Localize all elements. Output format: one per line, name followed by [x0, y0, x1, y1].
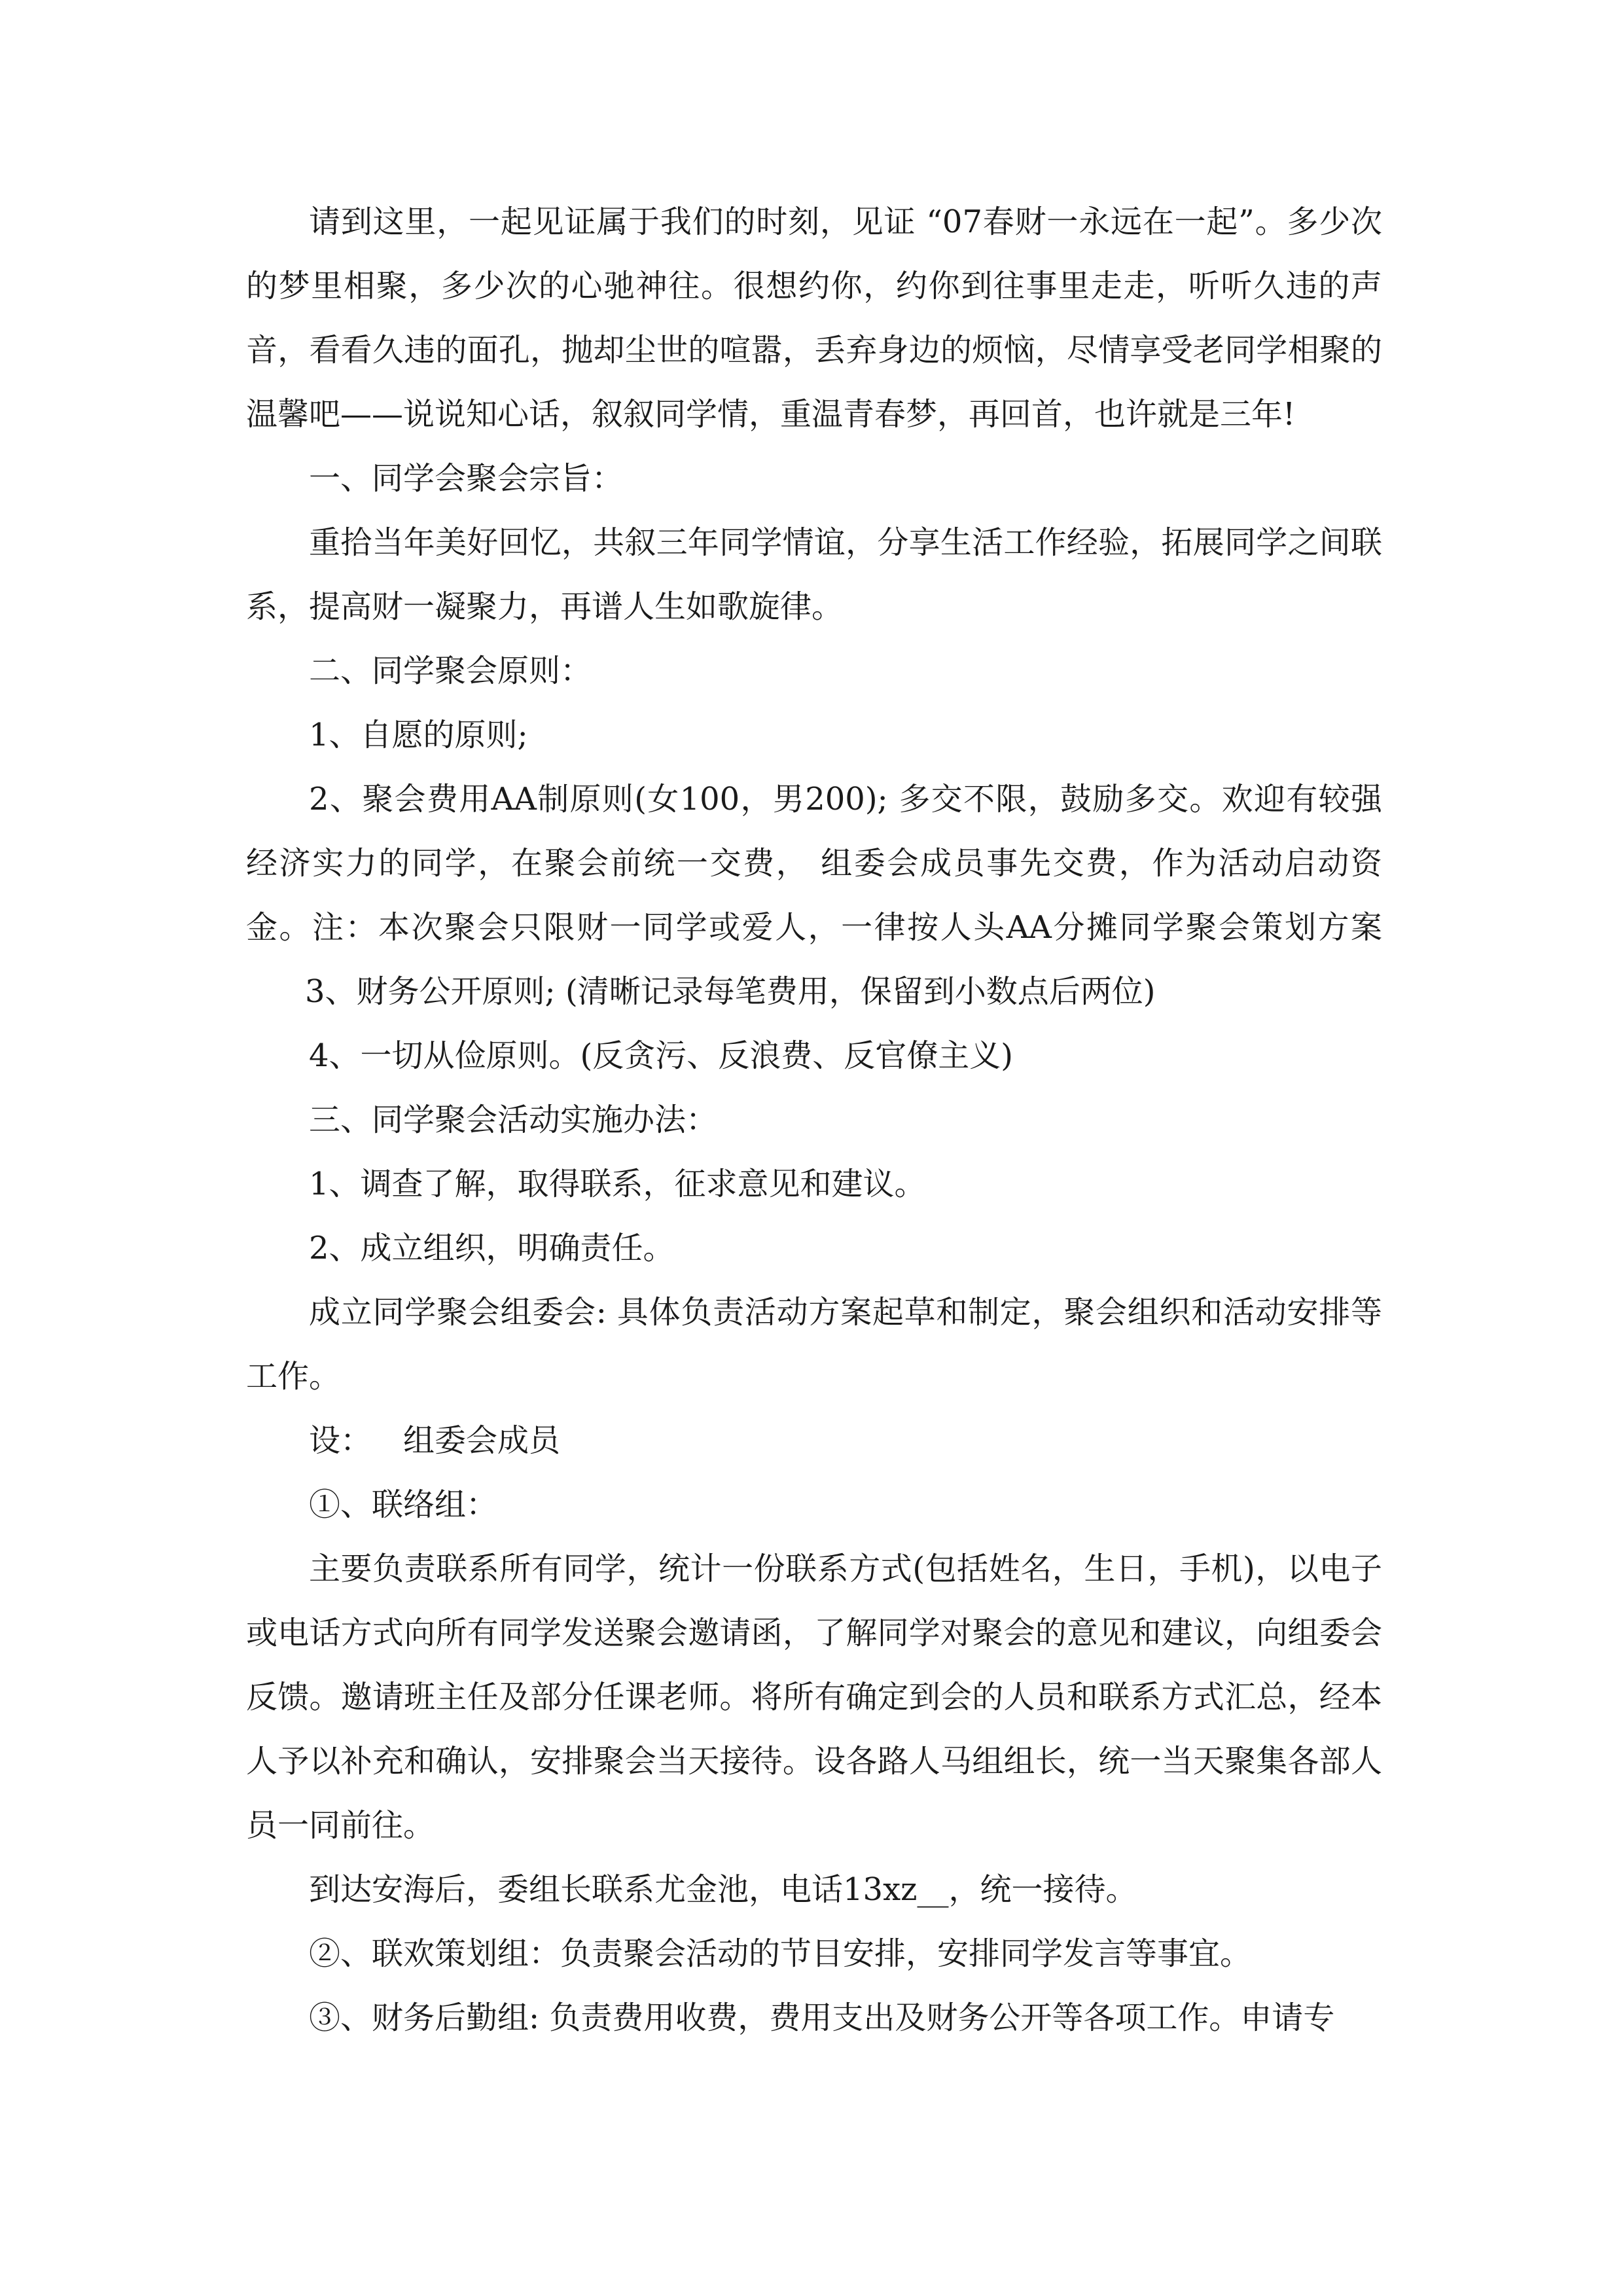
paragraph-arrival: 到达安海后，委组长联系尤金池，电话13xz__，统一接待。	[309, 1871, 1137, 1908]
paragraph-purpose: 重拾当年美好回忆，共叙三年同学情谊，分享生活工作经验，拓展同学之间联系，提高财一凝聚力，再谱人生如歌旋律。	[246, 524, 1382, 625]
heading-principles: 二、同学聚会原则：	[309, 653, 592, 689]
principle-1: 1、自愿的原则;	[309, 717, 528, 753]
paragraph-finance-group: ③、财务后勤组: 负责费用收费，费用支出及财务公开等各项工作。申请专	[309, 2000, 1335, 2036]
committee-members-line	[246, 1408, 1382, 1473]
set-label: 设：	[309, 1422, 372, 1459]
method-2: 2、成立组织，明确责任。	[309, 1230, 675, 1266]
principle-2-text: 2、聚会费用AA制原则(女100，男200); 多交不限，鼓励多交。欢迎有较强经济实力的同学，在聚会前统一交费， 组委会成员事先交费，作为活动启动资金。注：本次聚会只限财一同学或爱人，一律按人头AA分摊同学聚会策划方案	[246, 781, 1382, 946]
paragraph-liaison-duties: 主要负责联系所有同学，统计一份联系方式(包括姓名，生日，手机)，以电子或电话方式向所有同学发送聚会邀请函，了解同学对聚会的意见和建议，向组委会反馈。邀请班主任及部分任课老师。将所有确定到会的人员和联系方式汇总，经本人予以补充和确认，安排聚会当天接待。设各路人马组组长，统一当天聚集各部人员一同前往。	[246, 1551, 1382, 1844]
principle-2	[246, 767, 1382, 1024]
heading-purpose: 一、同学会聚会宗旨：	[309, 460, 624, 497]
method-1: 1、调查了解，取得联系，征求意见和建议。	[309, 1166, 926, 1202]
principle-4: 4、一切从俭原则。(反贪污、反浪费、反官僚主义)	[309, 1037, 1013, 1074]
paragraph-planning-group: ②、联欢策划组：负责聚会活动的节目安排，安排同学发言等事宜。	[309, 1935, 1252, 1972]
committee-members-label: 组委会成员	[403, 1422, 561, 1459]
paragraph-committee: 成立同学聚会组委会: 具体负责活动方案起草和制定，聚会组织和活动安排等工作。	[246, 1294, 1382, 1395]
paragraph-intro: 请到这里，一起见证属于我们的时刻，见证 “07春财一永远在一起”。多少次的梦里相聚，多少次的心驰神往。很想约你，约你到往事里走走，听听久违的声音，看看久违的面孔，抛却尘世的喧嚣，丢弃身边的烦恼，尽情享受老同学相聚的温馨吧——说说知心话，叙叙同学情，重温青春梦，再回首，也许就是三年!	[246, 204, 1382, 433]
document-body	[246, 190, 1382, 2050]
principle-3-text: 3、财务公开原则; (清晰记录每笔费用，保留到小数点后两位)	[305, 973, 1156, 1010]
heading-liaison-group: ①、联络组：	[309, 1486, 498, 1523]
heading-methods: 三、同学聚会活动实施办法：	[309, 1102, 718, 1138]
